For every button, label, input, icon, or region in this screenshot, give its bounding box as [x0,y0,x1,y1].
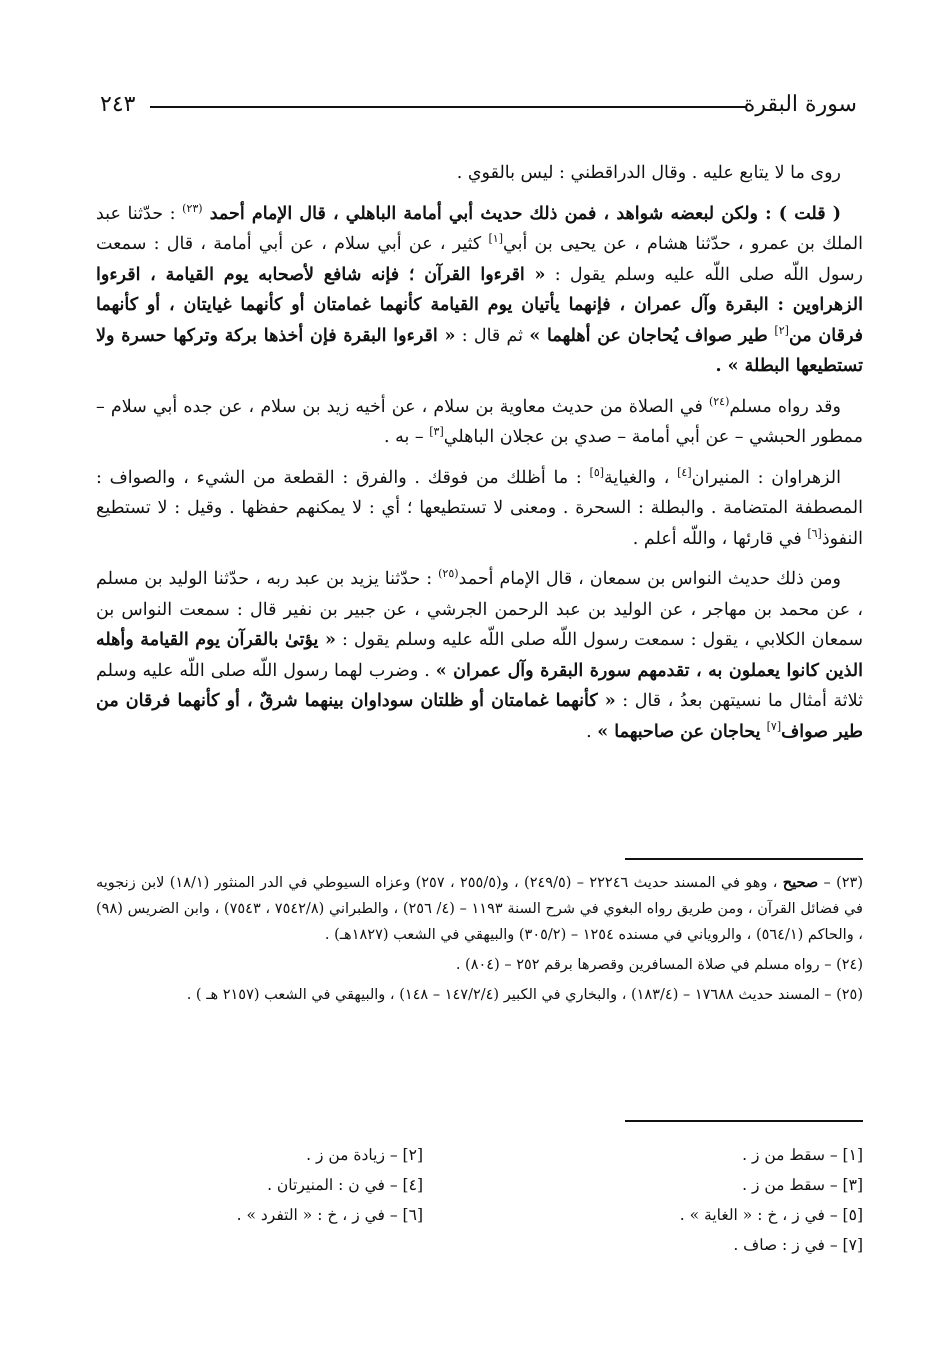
footnote-ref: (٢٤) [708,394,730,408]
footnote-number: (٢٣) – [818,875,863,891]
paragraph-muslim-narration [96,392,863,453]
text-run: ثم قال : [455,325,530,346]
text-run: . [586,721,598,742]
footnote-separator [625,858,863,860]
text-run: : حدّثنا يزيد بن عبد ربه ، حدّثنا الوليد بن مسلم ، عن محمد بن مهاجر ، عن الوليد بن عبد الرحمن الجرشي ، عن جبير بن نفير قال : سمعت النواس بن سمعان الكلابي ، يقول : سمعت رسول اللّه صلى اللّه عليه وسلم يقول : [96,569,863,650]
hadith-text: طير صواف يُحاجان عن أهلهما » [529,325,775,346]
footnote-text: المسند حديث ١٧٦٨٨ – (١٨٣/٤) ، والبخاري في الكبير (١٤٧/٢/٤ – ١٤٨) ، والبيهقي في الشعب (٢١٥٧ هـ ) . [186,987,820,1003]
footnote-25 [96,982,863,1008]
paragraph-nawwas-hadith [96,564,863,747]
text-run: كثير ، عن أبي سلام ، عن أبي أمامة ، قال : سمعت رسول اللّه صلى اللّه عليه وسلم يقول : [96,234,863,285]
variant-ref: [٧] [766,719,782,733]
page-header [100,88,857,128]
variants-column-left [83,1140,423,1230]
footnote-23 [96,870,863,948]
variant-ref: [٥] [589,465,605,479]
text-run: ( قلت ) : ولكن لبعضه شواهد ، فمن ذلك حديث أبي أمامة الباهلي ، قال الإمام أحمد [202,203,841,224]
text-run: ومن ذلك حديث النواس بن سمعان ، قال الإمام أحمد [458,569,841,589]
text-run: في الصلاة من حديث معاوية بن سلام ، عن أخيه زيد بن سلام ، عن جده أبي سلام – ممطور الحبشي – عن أبي أمامة – صدي بن عجلان الباهلي [96,396,863,447]
page-number: ٢٤٣ [100,92,136,117]
variant-note: [٥] – في ز ، خ : « الغاية » . [679,1206,863,1224]
text-run: : حدّثنا عبد الملك بن عمرو ، حدّثنا هشام ، عن يحيى بن أبي [96,203,863,254]
paragraph-abu-umama-hadith [96,199,863,382]
variant-note: [٦] – في ز ، خ : « التفرد » . [236,1206,423,1224]
main-text [96,158,863,757]
footnote-ref: (٢٥) [438,567,459,581]
footnote-text: رواه مسلم في صلاة المسافرين وقصرها برقم ٢٥٢ – (٨٠٤) . [455,957,820,973]
hadith-text: « يؤتىٰ بالقرآن يوم القيامة وأهله الذين كانوا يعملون به ، تقدمهم سورة البقرة وآل عمران » [96,630,863,681]
variant-ref: [٤] [677,465,692,479]
variant-note: [٣] – سقط من ز . [742,1176,863,1194]
text-run: الزهراوان : المنيران [691,467,842,488]
variant-note: [٧] – في ز : صاف . [733,1236,863,1254]
variant-ref: [١] [488,232,503,246]
hadith-text: « اقرءوا البقرة فإن أخذها بركة وتركها حسرة ولا تستطيعها البطلة » . [96,325,863,376]
textual-variants [96,1140,863,1270]
footnote-number: (٢٤) – [819,957,863,973]
text-run: روى ما لا يتابع عليه . وقال الدراقطني : ليس بالقوي . [456,163,841,183]
variant-ref: [٣] [429,425,444,439]
hadith-text: يحاجان عن صاحبهما » [597,721,767,742]
variant-note: [٢] – زيادة من ز . [306,1146,423,1164]
paragraph-glossary [96,463,863,555]
footnote-number: (٢٥) – [819,987,863,1003]
variant-note: [٤] – في ن : المنيرتان . [267,1176,423,1194]
text-run: – به . [383,427,430,447]
variants-separator [625,1120,863,1122]
paragraph-narration-note [96,158,863,189]
text-run: . وضرب لهما رسول اللّه صلى اللّه عليه وسلم ثلاثة أمثال ما نسيتهن بعدُ ، قال : [96,660,863,711]
hadith-text: « اقرءوا القرآن ؛ فإنه شافع لأصحابه يوم القيامة ، اقرءوا الزهراوين : البقرة وآل عمران ، فإنهما يأتيان يوم القيامة كأنهما غمامتان أو كأنهما غيايتان ، أو كأنهما فرقان من [96,264,863,346]
text-run: ، والغياية [604,467,678,488]
variant-ref: [٢] [774,323,789,337]
variant-ref: [٦] [807,526,822,540]
footnote-24 [96,952,863,978]
variants-column-right [503,1140,863,1260]
text-run: في قارئها ، واللّه أعلم . [632,528,808,549]
running-title: سورة البقرة [743,92,857,117]
header-rule [150,106,747,108]
text-run: وقد رواه مسلم [729,396,841,417]
text-run: : ما أظلك من فوقك . والفرق : القطعة من الشيء ، والصواف : المصطفة المتضامة . والبطلة : السحرة . ومعنى لا تستطيعها ؛ أي : لا يمكنهم حفظها . وقيل : لا تستطيع النفوذ [96,467,863,549]
footnote-grade: صحيح [782,874,819,891]
hadith-text: « كأنهما غمامتان أو ظلتان سوداوان بينهما شرقٌ ، أو كأنهما فرقان من طير صواف [96,691,863,742]
footnotes [96,870,863,1012]
variant-note: [١] – سقط من ز . [742,1146,863,1164]
footnote-ref: (٢٣) [182,201,203,215]
footnote-text: ، وهو في المسند حديث ٢٢٢٤٦ – (٢٤٩/٥) ، و(٢٥٥/٥ ، ٢٥٧) وعزاه السيوطي في الدر المنثور (١٨/١) لابن زنجويه في فضائل القرآن ، ومن طريق رواه البغوي في شرح السنة ١١٩٣ – (٤/ ٢٥٦) ، والطبراني (٧٥٤٢/٨ ، ٧٥٤٣) ، وابن الضريس (٩٨) ، والحاكم (٥٦٤/١) ، والروياني في مسنده ١٢٥٤ – (٣٠٥/٢) والبيهقي في الشعب (١٨٢٧هـ) . [96,875,863,943]
